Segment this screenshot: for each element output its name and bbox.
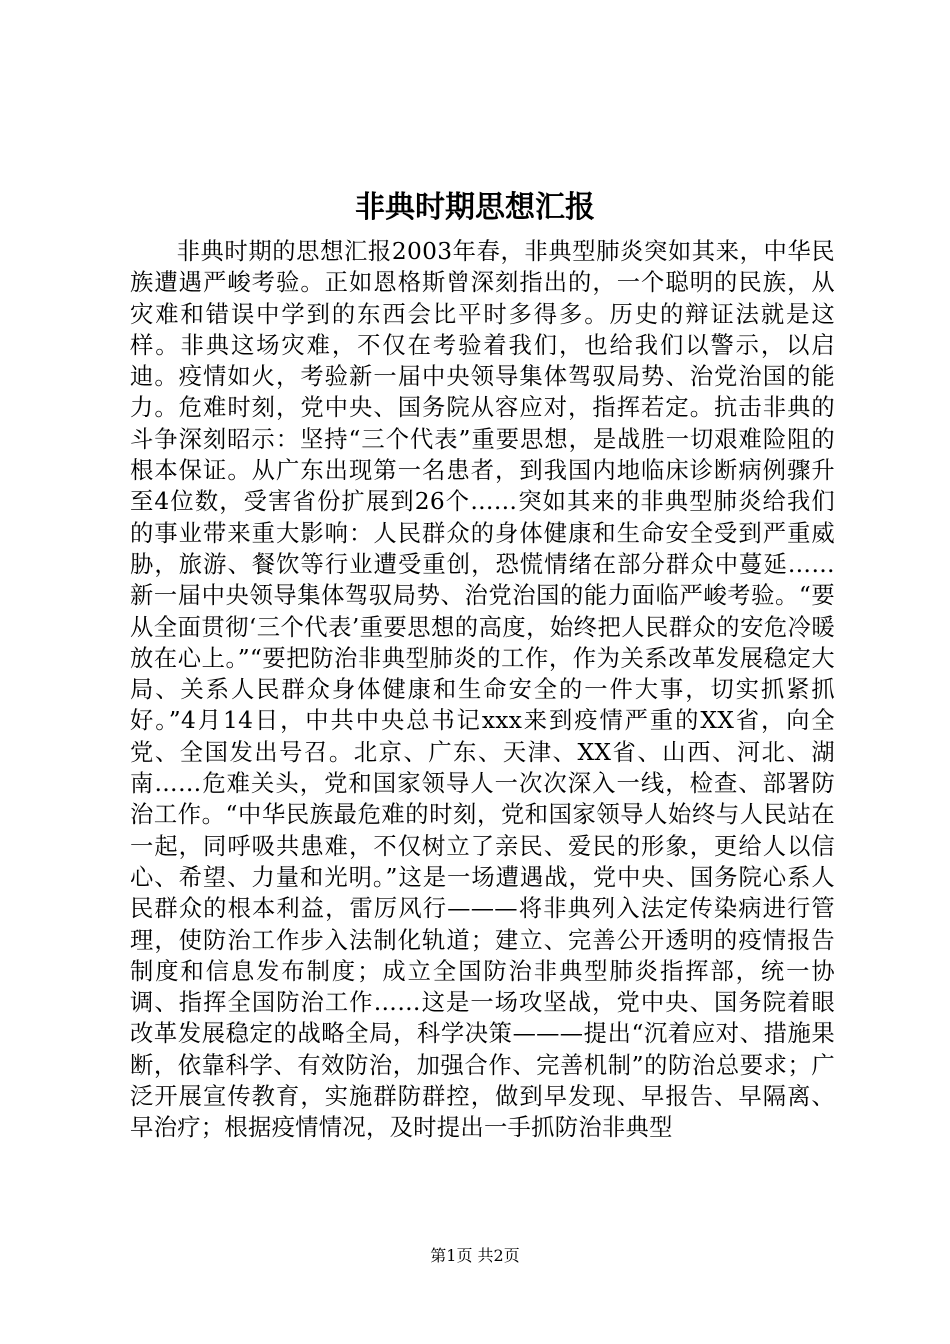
page-footer: 第1页 共2页 xyxy=(430,1246,520,1265)
document-body-paragraph: 非典时期的思想汇报2003年春，非典型肺炎突如其来，中华民族遭遇严峻考验。正如恩格斯曾深刻指出的，一个聪明的民族，从灾难和错误中学到的东西会比平时多得多。历史的辩证法就是这样。非典这场灾难，不仅在考验着我们，也给我们以警示，以启迪。疫情如火，考验新一届中央领导集体驾驭局势、治党治国的能力。危难时刻，党中央、国务院从容应对，指挥若定。抗击非典的斗争深刻昭示：坚持“三个代表”重要思想，是战胜一切艰难险阻的根本保证。从广东出现第一名患者，到我国内地临床诊断病例骤升至4位数，受害省份扩展到26个……突如其来的非典型肺炎给我们的事业带来重大影响：人民群众的身体健康和生命安全受到严重威胁，旅游、餐饮等行业遭受重创，恐慌情绪在部分群众中蔓延……新一届中央领导集体驾驭局势、治党治国的能力面临严峻考验。“要从全面贯彻‘三个代表’重要思想的高度，始终把人民群众的安危冷暖放在心上。”“要把防治非典型肺炎的工作，作为关系改革发展稳定大局、关系人民群众身体健康和生命安全的一件大事，切实抓紧抓好。”4月14日，中共中央总书记xxx来到疫情严重的XX省，向全党、全国发出号召。北京、广东、天津、XX省、山西、河北、湖南……危难关头，党和国家领导人一次次深入一线，检查、部署防治工作。“中华民族最危难的时刻，党和国家领导人始终与人民站在一起，同呼吸共患难，不仅树立了亲民、爱民的形象，更给人以信心、希望、力量和光明。”这是一场遭遇战，党中央、国务院心系人民群众的根本利益，雷厉风行———将非典列入法定传染病进行管理，使防治工作步入法制化轨道；建立、完善公开透明的疫情报告制度和信息发布制度；成立全国防治非典型肺炎指挥部，统一协调、指挥全国防治工作……这是一场攻坚战，党中央、国务院着眼改革发展稳定的战略全局，科学决策———提出“沉着应对、措施果断，依靠科学、有效防治，加强合作、完善机制”的防治总要求；广泛开展宣传教育，实施群防群控，做到早发现、早报告、早隔离、早治疗；根据疫情情况，及时提出一手抓防治非典型 xyxy=(130,238,835,1142)
document-title: 非典时期思想汇报 xyxy=(355,190,595,225)
